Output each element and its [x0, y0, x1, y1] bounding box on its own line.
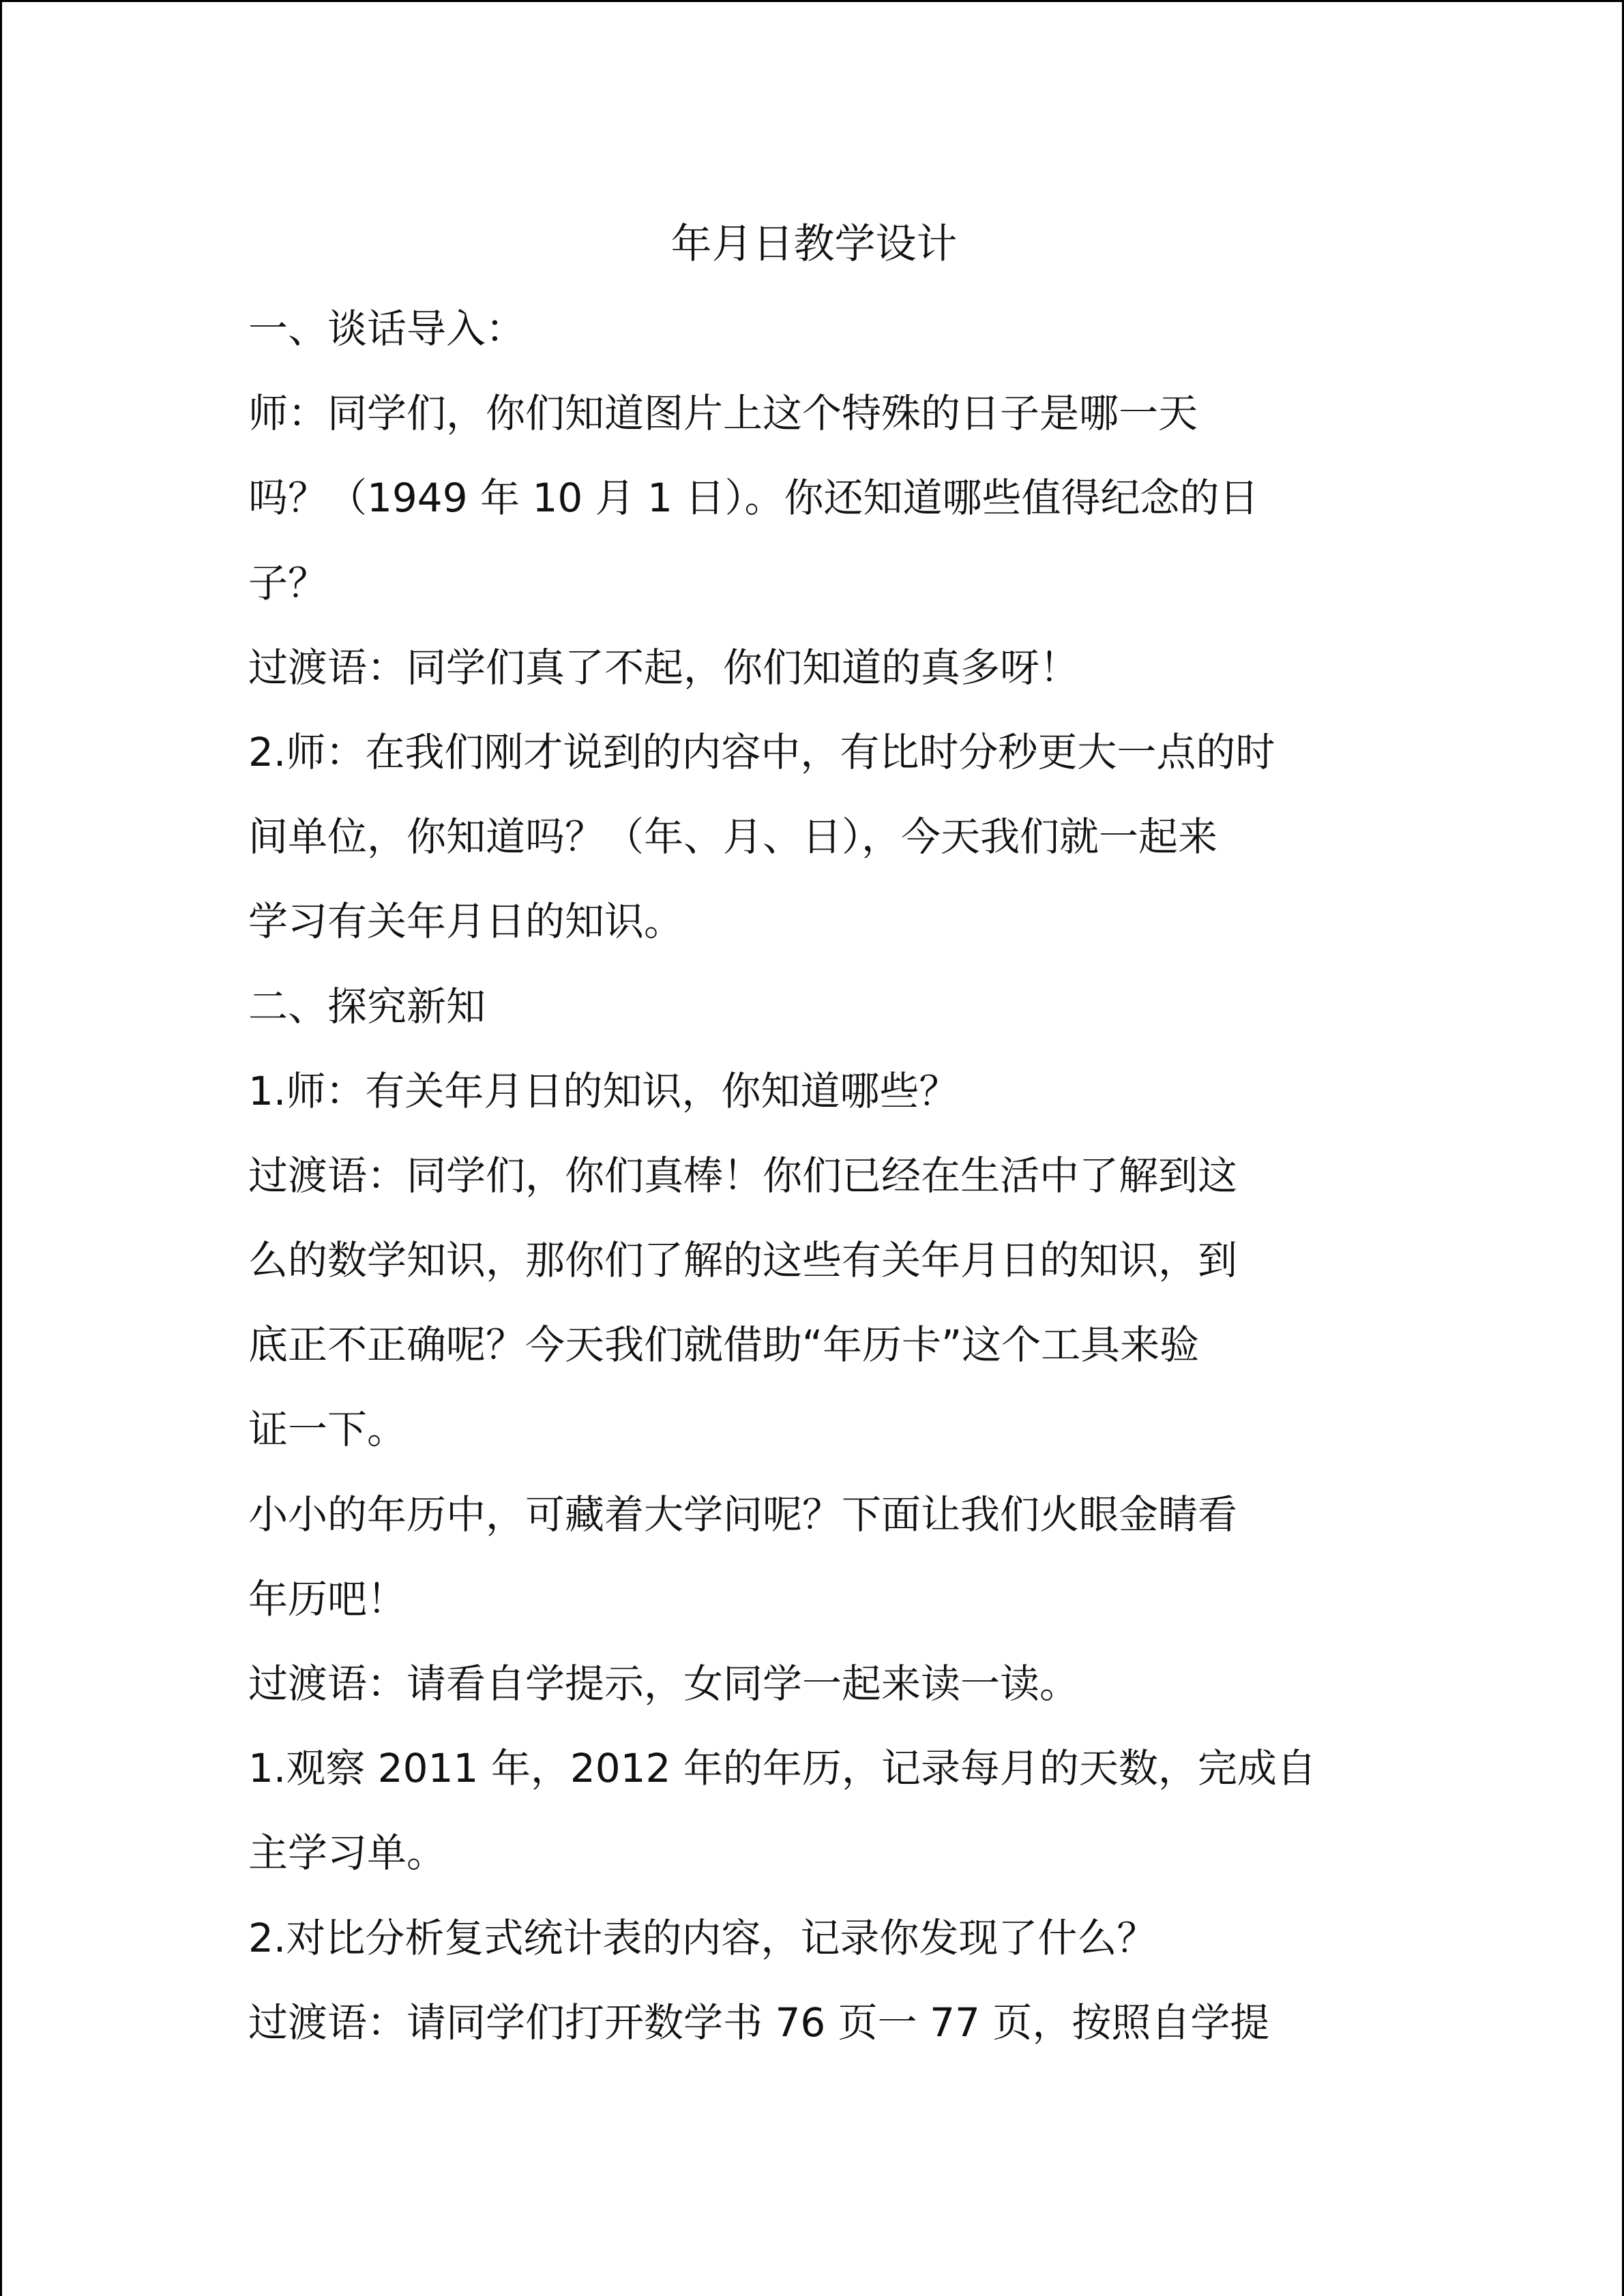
text-line: 师：同学们，你们知道图片上这个特殊的日子是哪一天 — [248, 390, 1198, 437]
text-line: 过渡语：请看自学提示，女同学一起来读一读。 — [248, 1660, 1080, 1707]
text-line: 底正不正确呢？今天我们就借助“年历卡”这个工具来验 — [248, 1322, 1200, 1369]
text-line: 吗？（1949 年 10 月 1 日）。你还知道哪些值得纪念的日 — [248, 475, 1259, 522]
text-line: 2.师：在我们刚才说到的内容中，有比时分秒更大一点的时 — [248, 728, 1275, 775]
text-line: 过渡语：同学们真了不起，你们知道的真多呀！ — [248, 644, 1080, 691]
text-line: 过渡语：请同学们打开数学书 76 页一 77 页，按照自学提 — [248, 1999, 1270, 2046]
document-title: 年月日教学设计 — [670, 220, 958, 268]
text-line: 1.观察 2011 年，2012 年的年历，记录每月的天数，完成自 — [248, 1745, 1316, 1792]
text-line: 么的数学知识，那你们了解的这些有关年月日的知识，到 — [248, 1237, 1238, 1284]
section-heading-explore: 二、探究新知 — [248, 983, 486, 1030]
text-line: 1.师：有关年月日的知识，你知道哪些？ — [248, 1067, 959, 1114]
text-line: 子？ — [248, 559, 328, 606]
section-heading-intro: 一、谈话导入： — [248, 305, 526, 352]
text-line: 间单位，你知道吗？（年、月、日），今天我们就一起来 — [248, 814, 1218, 861]
text-line: 主学习单。 — [248, 1830, 447, 1877]
document-body — [248, 286, 1394, 2065]
text-line: 过渡语：同学们，你们真棒！你们已经在生活中了解到这 — [248, 1152, 1238, 1199]
text-line: 小小的年历中，可藏着大学问呢？下面让我们火眼金睛看 — [248, 1491, 1238, 1538]
text-line: 学习有关年月日的知识。 — [248, 898, 684, 945]
text-line: 2.对比分析复式统计表的内容，记录你发现了什么？ — [248, 1914, 1157, 1961]
text-line: 证一下。 — [248, 1406, 407, 1453]
text-line: 年历吧！ — [248, 1575, 407, 1622]
